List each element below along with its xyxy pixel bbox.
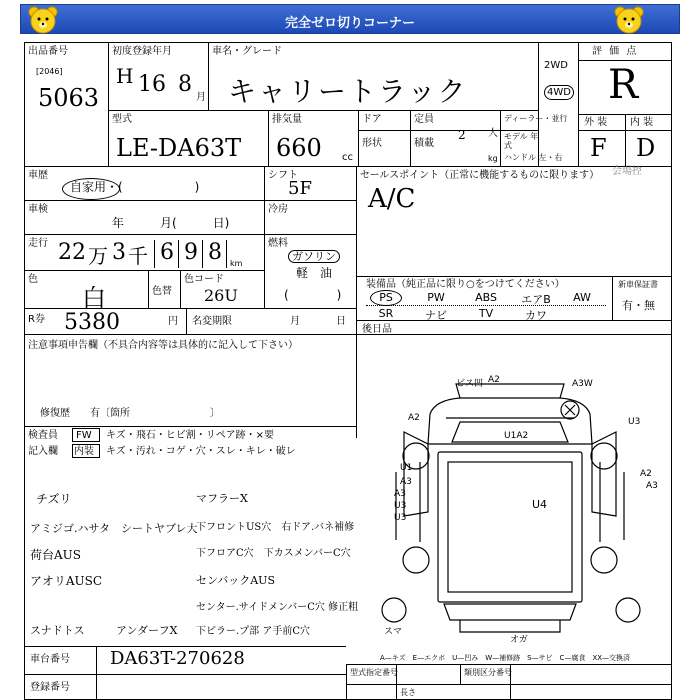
fw-row: キズ・飛石・ヒビ割・リペア跡・×要: [106, 430, 274, 441]
mark-16: オガ: [510, 635, 528, 645]
mark-14: U4: [532, 498, 548, 511]
first-registration-label: 初度登録年月: [112, 46, 172, 57]
score-value: R: [608, 62, 639, 108]
lot-code: [2046]: [36, 67, 63, 76]
first-reg-month: 8: [178, 72, 192, 97]
equipment-ps-circle: [370, 290, 402, 306]
mark-1: ビス凹: [456, 379, 484, 389]
warranty-label: 新車保証書: [618, 280, 658, 289]
capacity-value: 2: [458, 128, 466, 142]
body-shape-label: 形状: [362, 138, 382, 149]
mark-7: U1: [400, 463, 413, 473]
note-mid-1: マフラーX: [196, 492, 248, 505]
displacement-value: 660: [276, 134, 322, 162]
chassis-value: DA63T-270628: [110, 648, 245, 669]
lot-number-label: 出品番号: [28, 46, 68, 57]
score-label: 評 価 点: [592, 46, 639, 57]
damage-legend: A—キズ E—エクボ U—凹み W—補修跡 S—サビ C—腐食 XX—交換済: [380, 654, 631, 662]
history-circle: [62, 178, 120, 200]
color-label: 色: [28, 274, 38, 285]
registration-label: 登録番号: [30, 682, 70, 693]
fuel-label: 燃料: [268, 238, 288, 249]
color-code-value: 26U: [204, 286, 238, 305]
exterior-label: 外 装: [584, 117, 608, 128]
recycle-value: 5380: [64, 310, 120, 335]
class-number-label: 類別区分番号: [464, 668, 512, 677]
shaken-date: 年 月( 日): [112, 216, 230, 230]
equipment-navi: ナビ: [425, 309, 447, 322]
mark-4: A2: [408, 413, 420, 423]
history-label: 車歴: [28, 170, 48, 181]
color-value: 白: [82, 284, 106, 312]
note-left-1: チズリ: [36, 492, 72, 506]
note-left-3: 荷台AUS: [30, 548, 82, 562]
mark-15: スマ: [384, 627, 402, 637]
equipment-tv: TV: [478, 307, 494, 320]
mark-11: A3: [646, 481, 658, 491]
sales-point-value: A/C: [368, 184, 416, 214]
color-code-label: 色コード: [184, 274, 224, 285]
mascot-bear-icon: [614, 6, 644, 34]
repair-history: 修復歴 有〔箇所 〕: [40, 408, 220, 419]
recycle-label: R券: [28, 314, 45, 325]
handle-label: ハンドル 左・右: [504, 153, 563, 162]
fuel-diesel: 軽 油: [296, 266, 333, 280]
capacity-label: 定員: [414, 114, 434, 125]
color-change-label: 色替: [152, 286, 172, 297]
note-mid-2: 下フロントUS穴 右ドア.バネ補修: [196, 522, 355, 533]
model-year-label: モデル 年式: [504, 132, 539, 150]
mark-12: A3: [394, 489, 406, 499]
notes-title: 注意事項申告欄（不具合内容等は具体的に記入して下さい）: [28, 340, 298, 351]
note-mid-4: センバックAUS: [196, 574, 275, 587]
length-label: 長さ: [400, 688, 416, 697]
shift-label: シフト: [268, 170, 298, 181]
mascot-bear-icon: [28, 6, 58, 34]
note-mid-3: 下フロアC穴 下カスメンバーC穴: [196, 548, 351, 559]
mark-5: U3: [628, 417, 641, 427]
note-mid-5: センター.サイドメンバーC穴 修正粗: [196, 602, 359, 613]
entry-label: 記入欄: [28, 446, 58, 457]
history-options: 自家用・( ): [70, 180, 200, 194]
note-left-4: アオリAUSC: [30, 574, 103, 588]
equipment-leather: カワ: [525, 309, 547, 322]
car-name-value: キャリートラック: [228, 75, 468, 108]
equipment-airbag: エアB: [521, 293, 551, 306]
watermark: 会場控: [612, 166, 642, 177]
lot-number-value: 5063: [38, 84, 100, 112]
equipment-ps: PS: [379, 291, 393, 304]
equipment-pw: PW: [427, 291, 445, 304]
note-left-2: アミジゴ.ハサタ シートヤブレ大: [30, 522, 198, 535]
equipment-abs: ABS: [475, 291, 497, 304]
model-type-label: 型式: [112, 114, 132, 125]
note-left-5: スナドトス: [30, 624, 85, 637]
warranty-options: 有・無: [622, 299, 655, 312]
loading-label: 積載: [414, 138, 434, 149]
drive-4wd-circled: 4WD: [544, 85, 574, 100]
shaken-label: 車検: [28, 204, 48, 215]
header-title: 完全ゼロ切りコーナー: [284, 16, 415, 31]
fuel-gasoline-circled: ガソリン: [288, 250, 340, 263]
rear-seat-label: 後日品: [362, 324, 392, 335]
vehicle-damage-diagram: [360, 372, 672, 652]
interior-score: D: [636, 134, 656, 162]
interior-row: キズ・汚れ・コゲ・穴・スレ・キレ・破レ: [106, 446, 296, 457]
displacement-label: 排気量: [272, 114, 302, 125]
chassis-label: 車台番号: [30, 654, 70, 665]
mark-9: U3: [394, 501, 407, 511]
equipment-aw: AW: [573, 291, 591, 304]
doors-label: ドア: [362, 114, 382, 125]
mark-13: U3: [394, 513, 407, 523]
header-bar: [20, 4, 680, 34]
mileage-man: 22: [58, 240, 86, 265]
first-reg-era: H: [116, 64, 134, 88]
drive-2wd: 2WD: [544, 60, 568, 71]
equipment-sr: SR: [378, 307, 394, 320]
car-name-label: 車名・グレード: [212, 46, 282, 57]
note-mid-7: 下ピラー.プ部 ア手前C穴: [196, 626, 311, 637]
inspector-label: 検査員: [28, 430, 58, 441]
dealer-label: ディーラー・並行: [504, 114, 568, 123]
interior-label: 内 装: [630, 117, 654, 128]
equipment-label: 装備品（純正品に限り○をつけてください）: [366, 279, 565, 290]
exterior-score: F: [590, 134, 607, 162]
mark-3: A3W: [572, 379, 593, 389]
note-mid-6: アンダーフX: [116, 624, 178, 637]
aircon-label: 冷房: [268, 204, 288, 215]
name-change-deadline-label: 名変期限: [192, 316, 232, 327]
dealer-model-label: 型式指定番号: [350, 668, 398, 677]
first-reg-year: 16: [138, 72, 166, 97]
mark-6: U1A2: [504, 431, 529, 441]
shift-value: 5F: [288, 178, 312, 199]
sales-points-label: セールスポイント（正常に機能するものに限ります）: [360, 170, 600, 181]
model-type-value: LE-DA63T: [116, 134, 242, 162]
mark-2: A2: [488, 375, 500, 385]
mark-10: A2: [640, 469, 652, 479]
mark-8: A3: [400, 477, 412, 487]
mileage-label: 走行: [28, 238, 48, 249]
